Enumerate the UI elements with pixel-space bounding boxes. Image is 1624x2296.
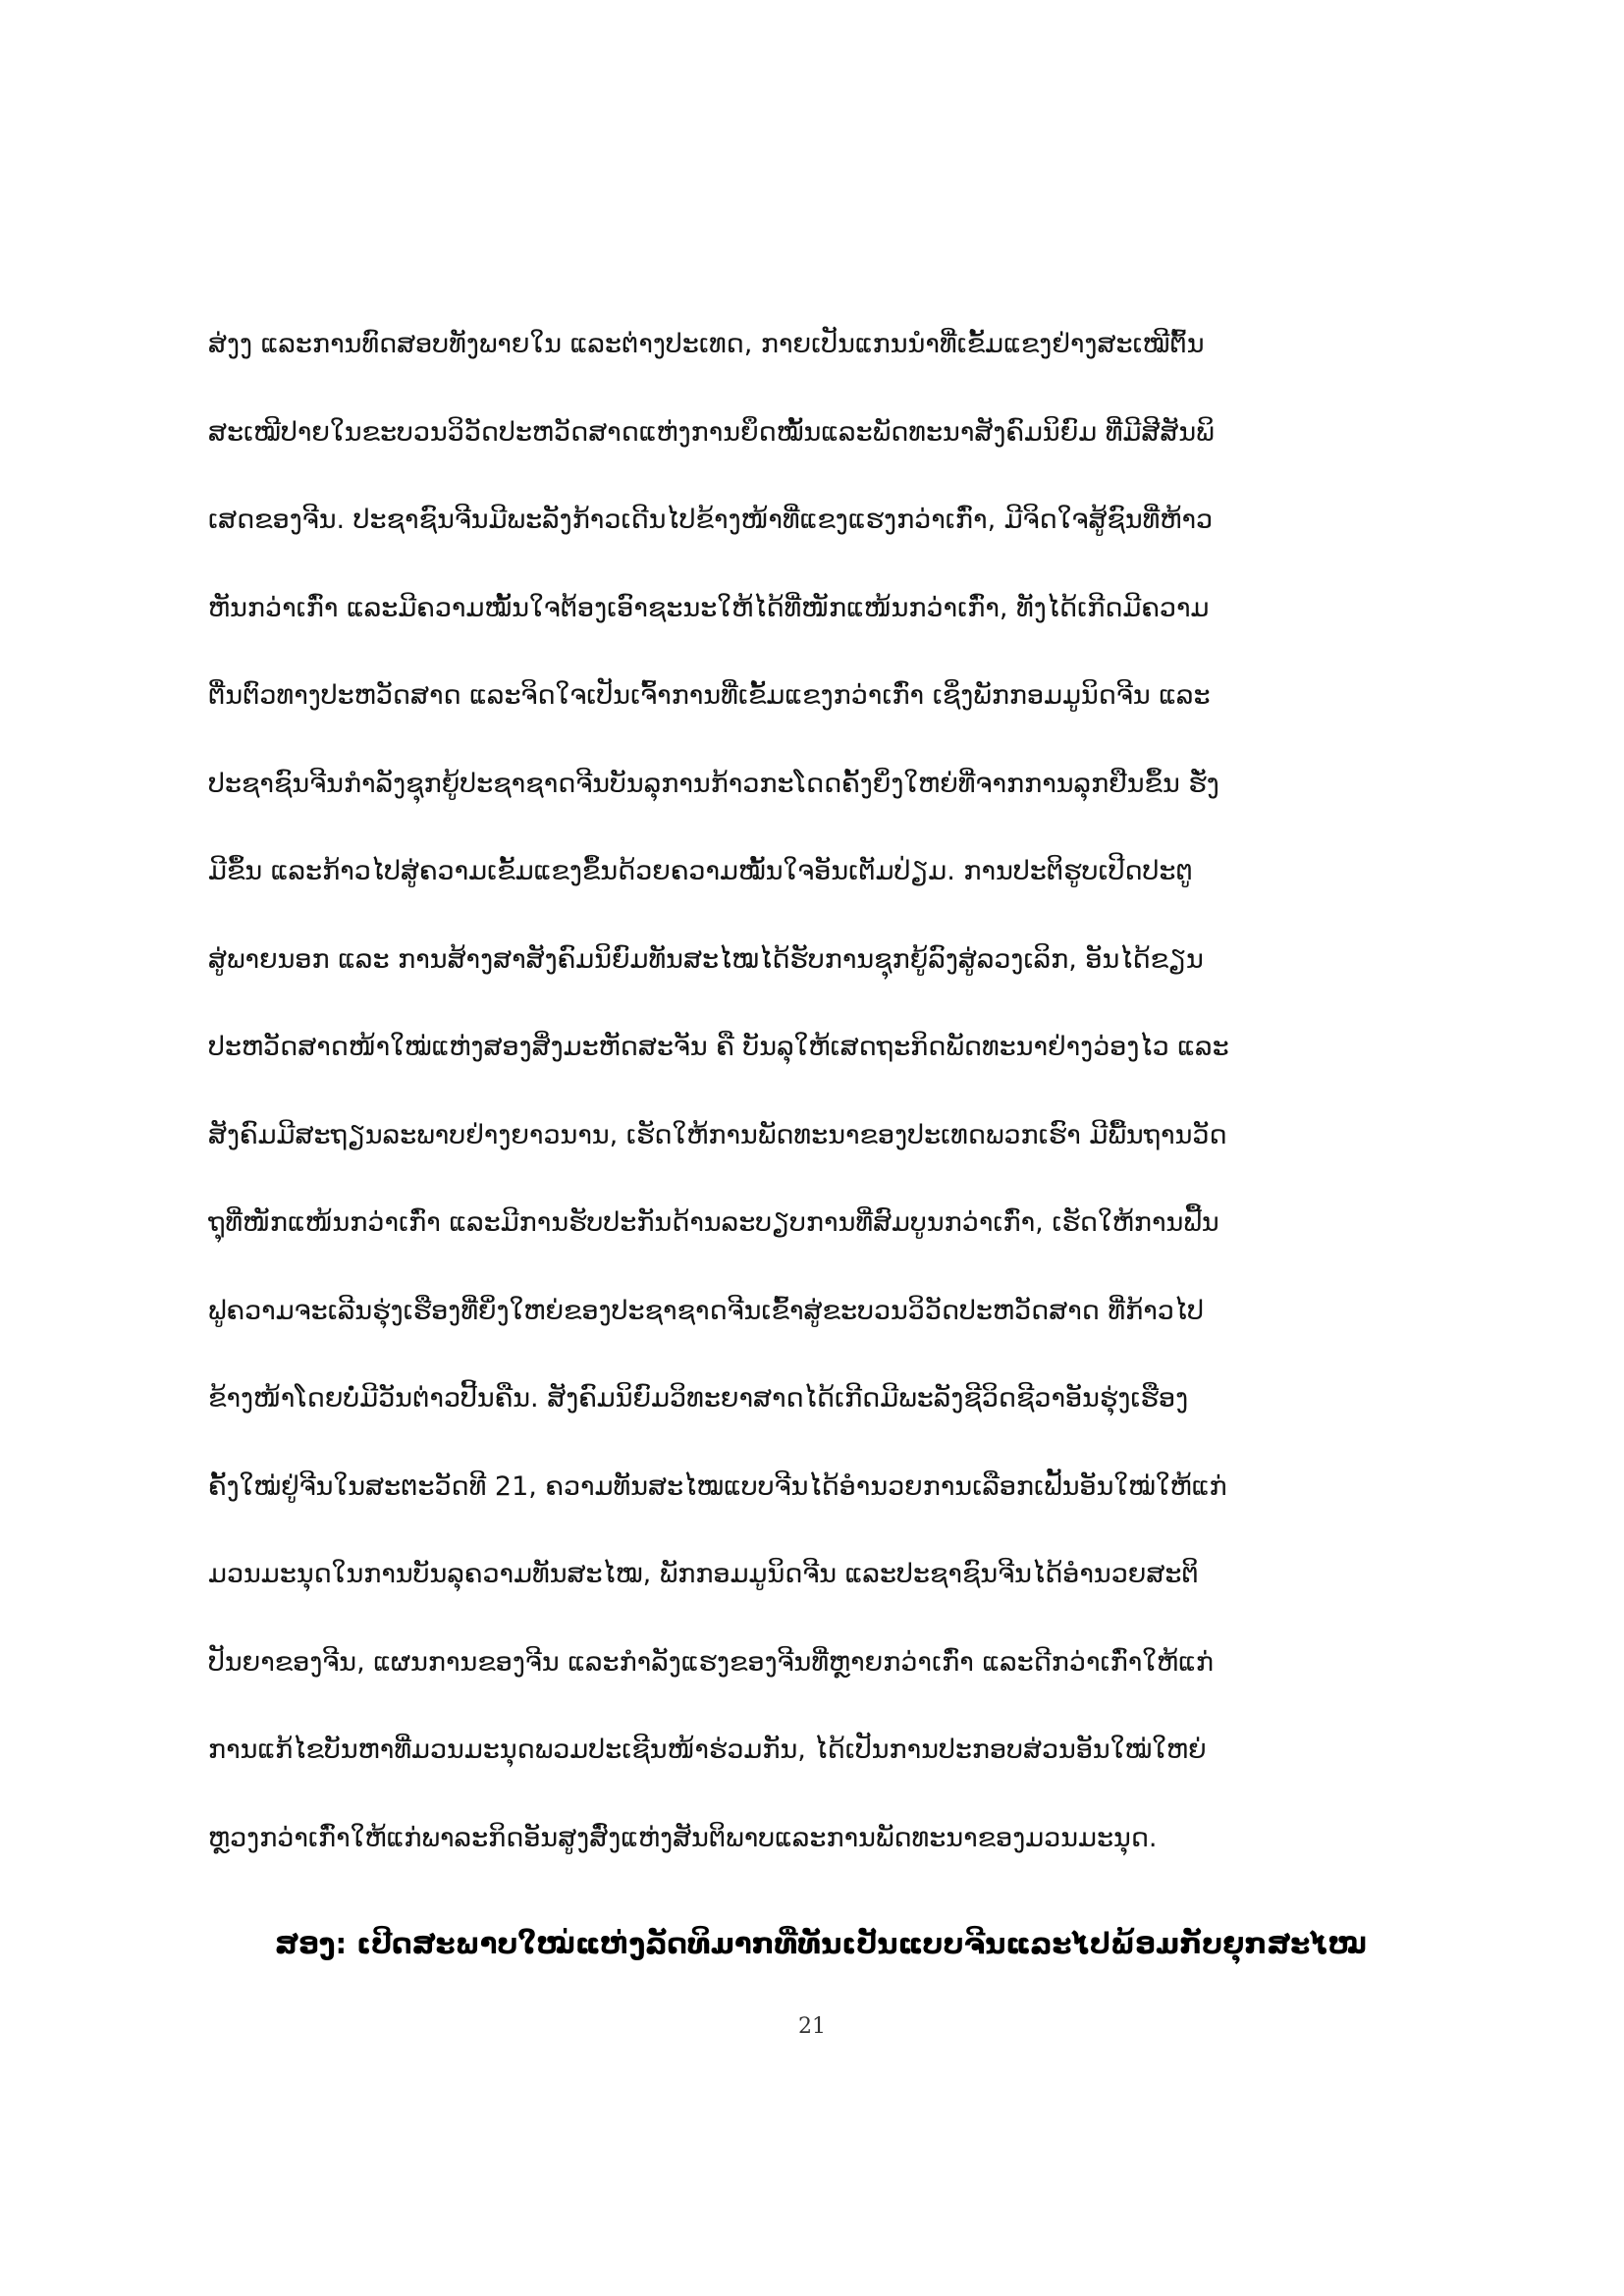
text-line: ຄັ້ງໃໝ່ຢູ່ຈີນໃນສະຕະວັດທີ 21, ຄວາມທັນສະໄໝແບບຈີນໄດ້ອຳນວຍການເລືອກເຟັ້ນອັນໃໝ່ໃຫ້ແກ່: [208, 1470, 1227, 1502]
text-line: ສະເໝີປາຍໃນຂະບວນວິວັດປະຫວັດສາດແຫ່ງການຍຶດໝັ້ນແລະພັດທະນາສັງຄົມນິຍົມ ທີ່ມີສີສັນພິ: [208, 416, 1215, 448]
text-line: ຂ້າງໜ້າໂດຍບໍ່ມີວັນຕ່າວປີ້ນຄືນ. ສັງຄົມນິຍົມວິທະຍາສາດໄດ້ເກີດມີພະລັງຊີວິດຊີວາອັນຮຸ່ງເຮືອງ: [208, 1383, 1189, 1414]
text-line: ຟູຄວາມຈະເລີນຮຸ່ງເຮືອງທີ່ຍິ່ງໃຫຍ່ຂອງປະຊາຊາດຈີນເຂົ້າສູ່ຂະບວນວິວັດປະຫວັດສາດ ທີ່ກ້າວໄປ: [208, 1295, 1204, 1326]
text-line: ປັນຍາຂອງຈີນ, ແຜນການຂອງຈີນ ແລະກຳລັງແຮງຂອງຈີນທີ່ຫຼາຍກວ່າເກົ່າ ແລະດີກວ່າເກົ່າໃຫ້ແກ່: [208, 1646, 1215, 1678]
text-line: ການແກ້ໄຂບັນຫາທີ່ມວນມະນຸດພວມປະເຊີນໜ້າຮ່ວມກັນ, ໄດ້ເປັນການປະກອບສ່ວນອັນໃໝ່ໃຫຍ່: [208, 1735, 1207, 1765]
text-line: ມວນມະນຸດໃນການບັນລຸຄວາມທັນສະໄໝ, ພັກກອມມູນິດຈີນ ແລະປະຊາຊົນຈີນໄດ້ອຳນວຍສະຕິ: [208, 1559, 1199, 1589]
page-number: 21: [798, 2014, 826, 2039]
body-paragraph: [208, 300, 1428, 1882]
text-line: ປະຊາຊົນຈີນກຳລັງຊຸກຍູ້ປະຊາຊາດຈີນບັນລຸການກ້າວກະໂດດຄັ້ງຍິ່ງໃຫຍ່ທີ່ຈາກການລຸກຢືນຂຶ້ນ ຮັ່ງ: [208, 768, 1219, 799]
text-line: ສູ່ພາຍນອກ ແລະ ການສ້າງສາສັງຄົມນິຍົມທັນສະໄໝໄດ້ຮັບການຊຸກຍູ້ລົງສູ່ລວງເລິກ, ອັນໄດ້ຂຽນ: [208, 943, 1204, 975]
text-line: ສັງຄົມມີສະຖຽນລະພາບຢ່າງຍາວນານ, ເຮັດໃຫ້ການພັດທະນາຂອງປະເທດພວກເຮົາ ມີພື້ນຖານວັດ: [208, 1119, 1227, 1150]
text-line: ປະຫວັດສາດໜ້າໃໝ່ແຫ່ງສອງສິ່ງມະຫັດສະຈັນ ຄື ບັນລຸໃຫ້ເສດຖະກິດພັດທະນາຢ່າງວ່ອງໄວ ແລະ: [208, 1032, 1229, 1062]
text-line: ເສດຂອງຈີນ. ປະຊາຊົນຈີນມີພະລັງກ້າວເດີນໄປຂ້າງໜ້າທີ່ແຂງແຮງກວ່າເກົ່າ, ມີຈິດໃຈສູ້ຊົນທີ່ຫ້າວ: [208, 505, 1214, 535]
section-heading: ສອງ: ເປີດສະພາບໃໝ່ແຫ່ງລັດທິມາກທີ່ທັນເປັນແບບຈີນແລະໄປພ້ອມກັບຍຸກສະໄໝ: [275, 1927, 1368, 1960]
text-line: ຕື່ນຕົວທາງປະຫວັດສາດ ແລະຈິດໃຈເປັນເຈົ້າການທີ່ເຂັ້ມແຂງກວ່າເກົ່າ ເຊິ່ງພັກກອມມູນິດຈີນ ແລະ: [208, 680, 1211, 711]
text-line: ຖຸທີ່ໜັກແໜ້ນກວ່າເກົ່າ ແລະມີການຮັບປະກັນດ້ານລະບຽບການທີ່ສົມບູນກວ່າເກົ່າ, ເຮັດໃຫ້ການຟື້ນ: [208, 1207, 1219, 1238]
text-line: ຫັນກວ່າເກົ່າ ແລະມີຄວາມໝັ້ນໃຈຕ້ອງເອົາຊະນະໃຫ້ໄດ້ທີ່ໜັກແໜ້ນກວ່າເກົ່າ, ທັງໄດ້ເກີດມີຄວາມ: [208, 592, 1210, 623]
text-line: ຫຼວງກວ່າເກົ່າໃຫ້ແກ່ພາລະກິດອັນສູງສົ່ງແຫ່ງສັນຕິພາບແລະການພັດທະນາຂອງມວນມະນຸດ.: [208, 1822, 1158, 1853]
text-line: ສ່ງງ ແລະການທົດສອບທັງພາຍໃນ ແລະຕ່າງປະເທດ, ກາຍເປັນແກນນຳທີ່ເຂັ້ມແຂງຢ່າງສະເໝີຕົ້ນ: [208, 329, 1205, 359]
text-line: ມີຂຶ້ນ ແລະກ້າວໄປສູ່ຄວາມເຂັ້ມແຂງຂຶ້ນດ້ວຍຄວາມໝັ້ນໃຈອັນເຕັມປ່ຽມ. ການປະຕິຮູບເປີດປະຕູ: [208, 856, 1193, 886]
